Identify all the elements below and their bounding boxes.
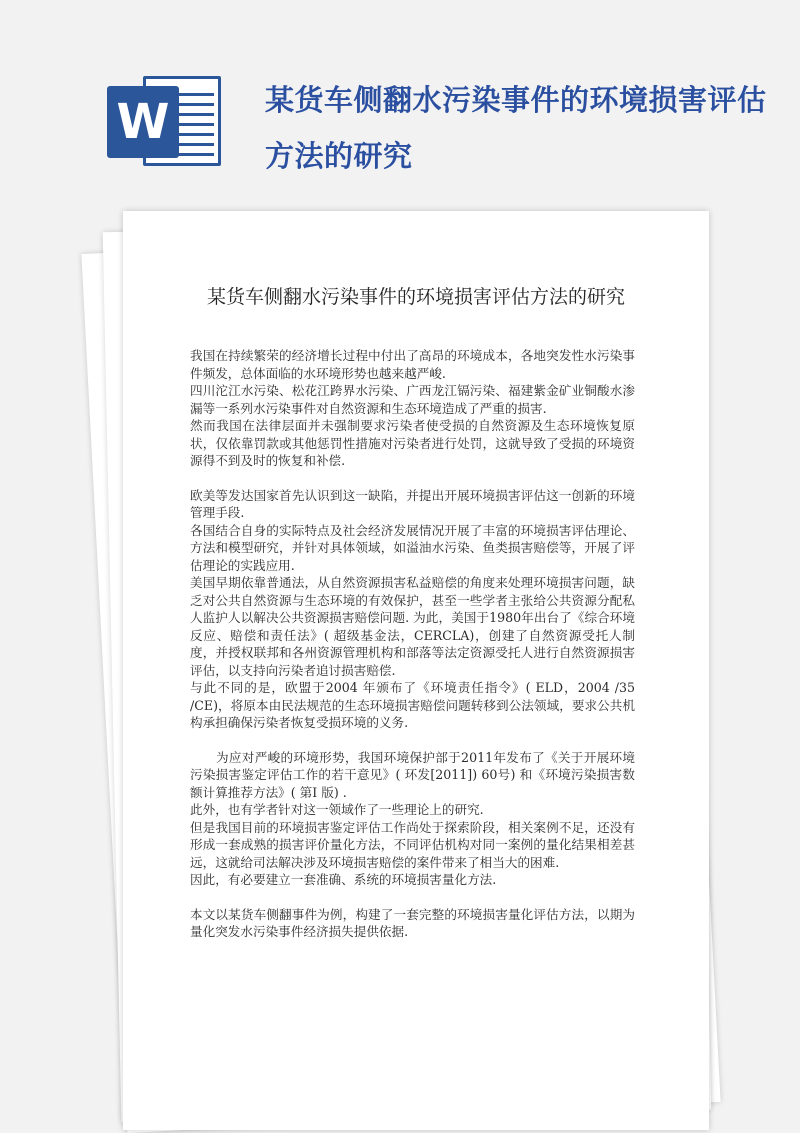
page-header xyxy=(0,0,800,215)
paragraph: 为应对严峻的环境形势，我国环境保护部于2011年发布了《关于开展环境污染损害鉴定评估工作的若干意见》( 环发[2011]) 60号) 和《环境污染损害数额计算推荐方法》( 第I 版) . xyxy=(190,749,635,800)
word-letter-tile: W xyxy=(107,86,179,158)
word-document-icon xyxy=(107,68,227,168)
document-title: 某货车侧翻水污染事件的环境损害评估方法的研究 xyxy=(206,286,625,308)
document-body xyxy=(190,347,635,941)
paragraph: 因此，有必要建立一套准确、系统的环境损害量化方法. xyxy=(190,872,497,887)
document-page xyxy=(123,211,709,1130)
paragraph: 但是我国目前的环境损害鉴定评估工作尚处于探索阶段，相关案例不足，还没有形成一套成熟的损害评价量化方法，不同评估机构对同一案例的量化结果相差甚远，这就给司法解决涉及环境损害赔偿的案件带来了相当大的困难. xyxy=(190,819,635,870)
paragraph: 与此不同的是，欧盟于2004 年颁布了《环境责任指令》( ELD，2004 /35 /CE)，将原本由民法规范的生态环境损害赔偿问题转移到公法领域，要求公共机构承担确保污染者恢复受损环境的义务. xyxy=(190,680,635,730)
paragraph: 本文以某货车侧翻事件为例，构建了一套完整的环境损害量化评估方法，以期为量化突发水污染事件经济损失提供依据. xyxy=(190,906,635,939)
paragraph: 四川沱江水污染、松花江跨界水污染、广西龙江镉污染、福建紫金矿业铜酸水渗漏等一系列水污染事件对自然资源和生态环境造成了严重的损害. xyxy=(190,383,635,416)
header-title: 某货车侧翻水污染事件的环境损害评估方法的研究 xyxy=(265,83,767,173)
paragraph: 此外，也有学者针对这一领域作了一些理论上的研究. xyxy=(190,802,484,817)
paragraph: 各国结合自身的实际特点及社会经济发展情况开展了丰富的环境损害评估理论、方法和模型研究，并针对具体领域，如溢油水污染、鱼类损害赔偿等，开展了评估理论的实践应用. xyxy=(190,522,635,573)
paragraph: 美国早期依靠普通法，从自然资源损害私益赔偿的角度来处理环境损害问题，缺乏对公共自然资源与生态环境的有效保护，甚至一些学者主张给公共资源分配私人监护人以解决公共资源损害赔偿问题. 为此，美国于1980年出台了《综合环境反应、赔偿和责任法》( 超级基金法，CERCLA)，创建了自然资源受托人制度，并授权联邦和各州资源管理机构和部落等法定资源受托人进行自然资源损害评估，以支持向污染者追讨损害赔偿. xyxy=(190,575,635,678)
paragraph: 然而我国在法律层面并未强制要求污染者使受损的自然资源及生态环境恢复原状，仅依靠罚款或其他惩罚性措施对污染者进行处罚，这就导致了受损的环境资源得不到及时的恢复和补偿. xyxy=(190,418,635,468)
paragraph: 我国在持续繁荣的经济增长过程中付出了高昂的环境成本，各地突发性水污染事件频发，总体面临的水环境形势也越来越严峻. xyxy=(190,348,635,381)
paragraph: 欧美等发达国家首先认识到这一缺陷，并提出开展环境损害评估这一创新的环境管理手段. xyxy=(190,487,635,520)
